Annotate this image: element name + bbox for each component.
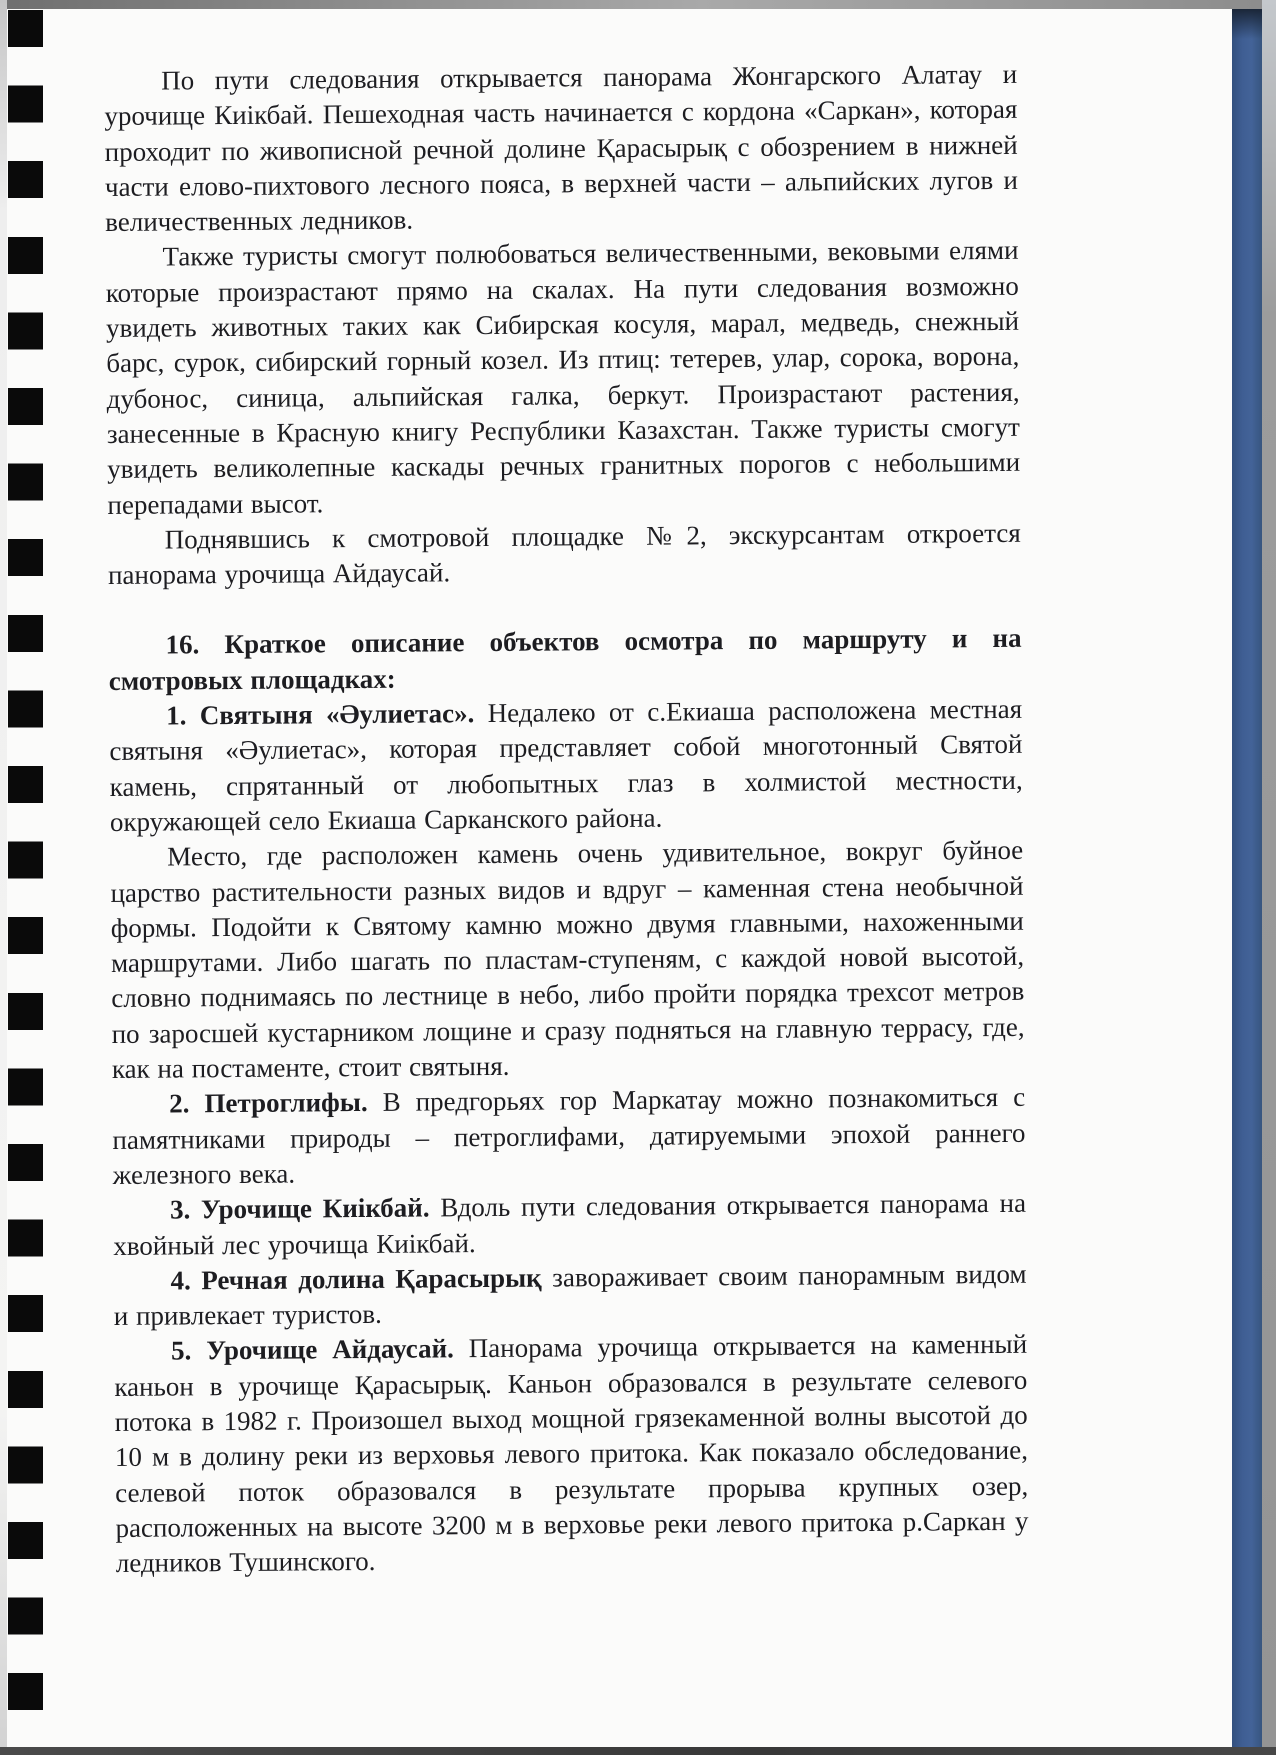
- list-item-lead: 3. Урочище Киікбай.: [169, 1192, 430, 1225]
- paragraph-route-panorama: [104, 57, 1018, 241]
- paragraph-text: Место, где расположен камень очень удивительное, вокруг буйное царство растительности разных видов и вдруг – каменная стена необычной формы. Подойти к Святому камню можно двумя главными, нахоженными маршрутами. Либо шагать по пластам-ступеням, с каждой новой высотой, словно поднимаясь по лестнице в небо, либо пройти порядка трехсот метров по заросшей кустарником лощине и сразу подняться на главную террасу, где, как на постаменте, стоит святыня.: [110, 835, 1025, 1084]
- list-item-5-aidausai: [114, 1327, 1029, 1581]
- list-item-text: В предгорьях гор Маркатау можно познакомиться с памятниками природы – петроглифами, датируемыми эпохой раннего железного века.: [112, 1082, 1026, 1190]
- scan-edge-top: [0, 0, 1276, 9]
- list-item-lead: 2. Петроглифы.: [169, 1087, 368, 1119]
- list-item-4-karasyryk: [113, 1257, 1027, 1335]
- scan-edge-bottom: [0, 1747, 1276, 1755]
- list-item-1-aulietas: [109, 692, 1023, 840]
- comb-binding-holes: [8, 10, 43, 1755]
- list-item-3-kiikbay: [113, 1186, 1027, 1264]
- list-item-text: Вдоль пути следования открывается панорама на хвойный лес урочища Киікбай.: [113, 1187, 1027, 1261]
- list-item-lead: 1. Святыня «Әулиетас».: [166, 698, 475, 731]
- list-item-text: Панорама урочища открывается на каменный каньон в урочище Қарасырық. Каньон образовался в результате селевого потока в 1982 г. Произошел выход мощной грязекаменной волны высотой до 10 м в долину реки из верховья левого притока. Как показало обследование, селевой поток образовался в результате прорыва крупных озер, расположенных на высоте 3200 м в верховье реки левого притока р.Саркан у ледников Тушинского.: [114, 1329, 1029, 1579]
- list-item-text: Недалеко от с.Екиаша расположена местная святыня «Әулиетас», которая представляет собой многотонный Святой камень, спрятанный от любопытных глаз в холмистой местности, окружающей село Екиаша Сарканского района.: [109, 693, 1023, 837]
- book-spine-strip: [1232, 9, 1262, 1755]
- list-item-2-petroglyphs: [112, 1080, 1026, 1193]
- scan-edge-left: [0, 0, 7, 1755]
- paragraph-stone-place: [110, 833, 1025, 1087]
- paragraph-text: Также туристы смогут полюбоваться величественными, вековыми елями которые произрастают прямо на скалах. На пути следования возможно увидеть животных таких как Сибирская косуля, марал, медведь, снежный барс, сурок, сибирский горный козел. Из птиц: тетерев, улар, сорока, ворона, дубонос, синица, альпийская галка, беркут. Произрастают растения, занесенные в Красную книгу Республики Казахстан. Также туристы смогут увидеть великолепные каскады речных гранитных порогов с небольшими перепадами высот.: [105, 235, 1021, 520]
- paragraph-viewpoint-2: [108, 516, 1022, 594]
- section-heading-text: 16. Краткое описание объектов осмотра по маршруту и на смотровых площадках:: [108, 623, 1022, 696]
- list-item-lead: 5. Урочище Айдаусай.: [170, 1333, 454, 1366]
- scan-edge-right: [1262, 0, 1276, 1755]
- paragraph-flora-fauna: [105, 233, 1020, 523]
- document-text: [104, 57, 1029, 1582]
- list-item-text: завораживает своим панорамным видом и привлекает туристов.: [113, 1258, 1027, 1332]
- section-heading-16: [108, 621, 1022, 699]
- paragraph-text: По пути следования открывается панорама Жонгарского Алатау и урочище Киікбай. Пешеходная часть начинается с кордона «Саркан», которая проходит по живописной речной долине Қарасырық с обозрением в нижней части елово-пихтового лесного пояса, в верхней части – альпийских лугов и величественных ледников.: [104, 58, 1019, 238]
- list-item-lead: 4. Речная долина Қарасырық: [170, 1262, 542, 1296]
- paragraph-text: Поднявшись к смотровой площадке №2, экскурсантам откроется панорама урочища Айдаусай.: [107, 517, 1021, 591]
